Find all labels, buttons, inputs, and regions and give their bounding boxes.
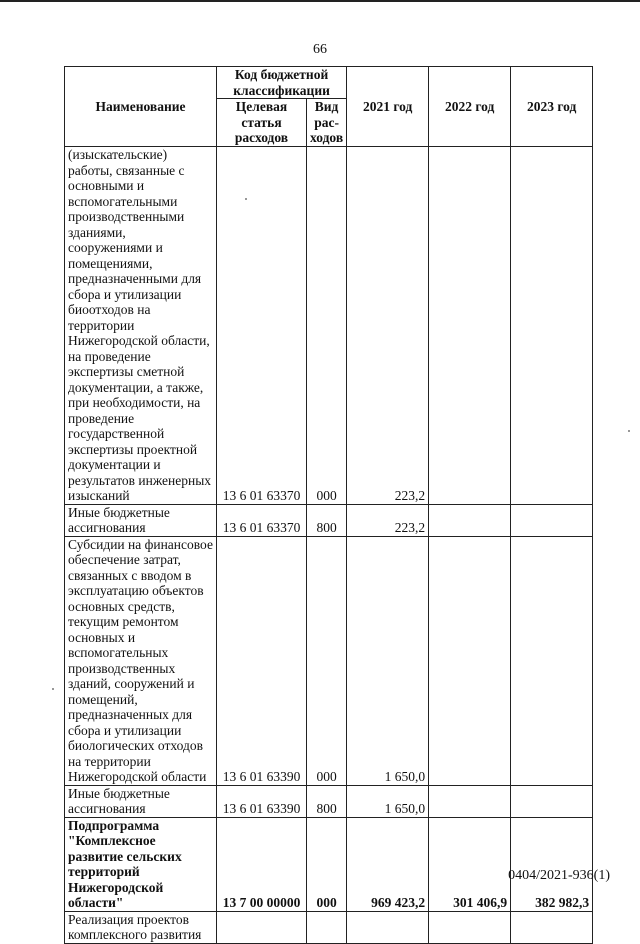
header-year-2023: 2023 год (511, 67, 593, 147)
row-expense-kind: 800 (307, 504, 347, 536)
row-expense-kind: 000 (307, 147, 347, 505)
header-name: Наименование (65, 67, 217, 147)
scan-speck (245, 198, 247, 200)
table-body (65, 147, 593, 944)
budget-table (64, 66, 593, 944)
row-value-2023 (511, 536, 593, 785)
row-value-2023: 382 982,3 (511, 817, 593, 911)
header-expense-kind: Вид рас-ходов (307, 99, 347, 147)
row-value-2021: 1 650,0 (347, 785, 429, 817)
row-value-2023 (511, 911, 593, 943)
table-row (65, 911, 593, 943)
header-year-2021: 2021 год (347, 67, 429, 147)
footer-document-code: 0404/2021-936(1) (508, 868, 610, 883)
table-row (65, 817, 593, 911)
top-border-line (0, 0, 640, 2)
row-target-article: 13 6 01 63370 (217, 504, 307, 536)
row-expense-kind: 000 (307, 536, 347, 785)
row-name: (изыскательские) работы, связанные с основными и вспомогательными производственными зданиями, сооружениями и помещениями, предназначенными для сбора и утилизации биоотходов на территории Нижегородской области, на проведение экспертизы сметной документации, а также, при необходимости, на проведение государственной экспертизы проектной документации и результатов инженерных изысканий (65, 147, 217, 505)
row-expense-kind (307, 911, 347, 943)
row-expense-kind: 800 (307, 785, 347, 817)
row-value-2021: 969 423,2 (347, 817, 429, 911)
row-value-2021: 223,2 (347, 147, 429, 505)
row-name: Иные бюджетные ассигнования (65, 504, 217, 536)
row-name: Иные бюджетные ассигнования (65, 785, 217, 817)
row-value-2022 (429, 911, 511, 943)
row-name: Реализация проектов комплексного развития (65, 911, 217, 943)
header-code-group: Код бюджетной классификации (217, 67, 347, 99)
header-target-article: Целевая статья расходов (217, 99, 307, 147)
row-value-2023 (511, 504, 593, 536)
row-name: Подпрограмма "Комплексное развитие сельских территорий Нижегородской области" (65, 817, 217, 911)
row-target-article: 13 6 01 63390 (217, 536, 307, 785)
row-value-2022: 301 406,9 (429, 817, 511, 911)
table-row (65, 536, 593, 785)
row-target-article: 13 7 00 00000 (217, 817, 307, 911)
row-name: Субсидии на финансовое обеспечение затрат, связанных с вводом в эксплуатацию объектов основных средств, текущим ремонтом основных и вспомогательных производственных зданий, сооружений и помещений, предназначенных для сбора и утилизации биологических отходов на территории Нижегородской области (65, 536, 217, 785)
row-value-2022 (429, 536, 511, 785)
row-target-article: 13 6 01 63390 (217, 785, 307, 817)
row-target-article: 13 6 01 63370 (217, 147, 307, 505)
row-expense-kind: 000 (307, 817, 347, 911)
row-value-2021: 223,2 (347, 504, 429, 536)
header-year-2022: 2022 год (429, 67, 511, 147)
table-row (65, 147, 593, 505)
table-row (65, 504, 593, 536)
scan-speck (52, 688, 54, 690)
row-value-2021: 1 650,0 (347, 536, 429, 785)
row-target-article (217, 911, 307, 943)
row-value-2022 (429, 785, 511, 817)
row-value-2022 (429, 504, 511, 536)
scan-speck (628, 430, 630, 432)
table-row (65, 785, 593, 817)
row-value-2023 (511, 147, 593, 505)
row-value-2022 (429, 147, 511, 505)
row-value-2021 (347, 911, 429, 943)
row-value-2023 (511, 785, 593, 817)
page-number: 66 (313, 42, 327, 57)
